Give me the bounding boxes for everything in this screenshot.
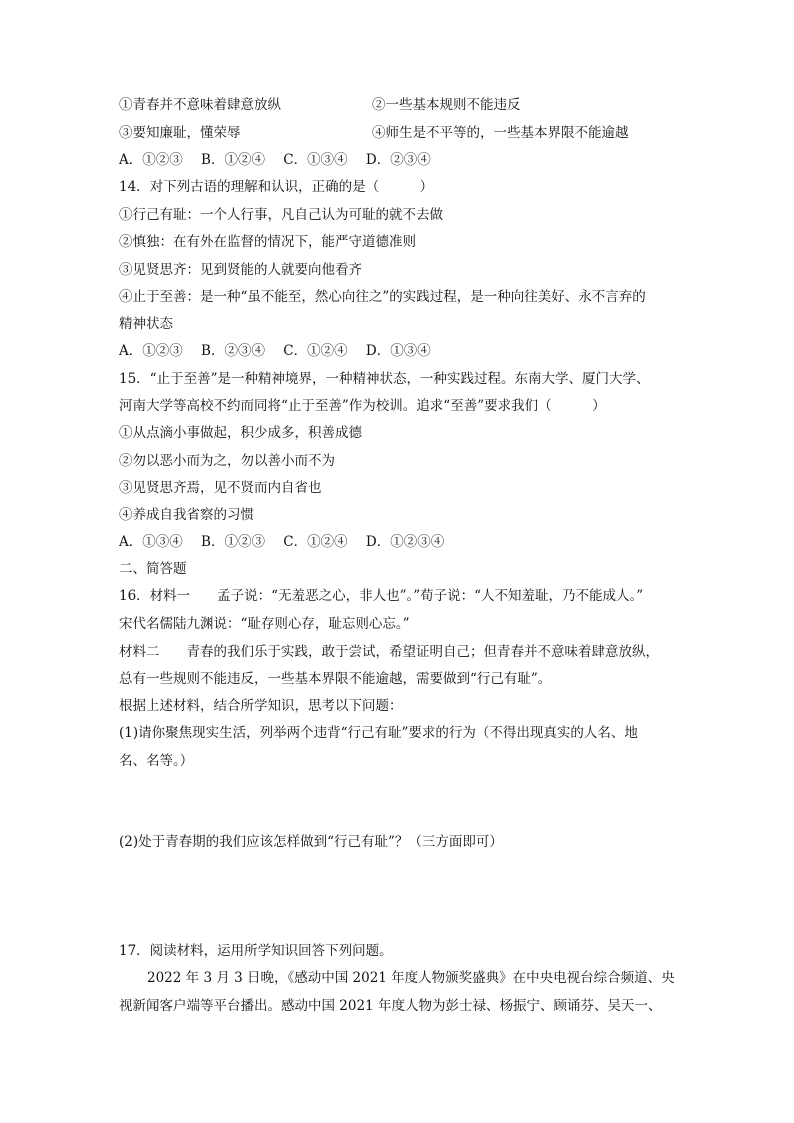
q15-statement-1: ①从点滴小事做起，积少成多，积善成德 [119, 425, 362, 441]
option-b: B．②③④ [201, 343, 265, 359]
q16-part-1: (1)请你聚焦现实生活，列举两个违背“行己有耻”要求的行为（不得出现真实的人名、地 [119, 725, 638, 741]
q16-prompt: 根据上述材料，结合所学知识，思考以下问题： [119, 698, 403, 714]
q14-stem: 14．对下列古语的理解和认识，正确的是（ ） [119, 179, 434, 195]
option-c: C．①③④ [283, 152, 348, 168]
option-c: C．①②④ [283, 343, 348, 359]
q14-statement-3: ③见贤思齐：见到贤能的人就要向他看齐 [119, 262, 362, 278]
q16-part-1-cont: 名、名等。） [119, 753, 194, 769]
option-d: D．①③④ [365, 343, 431, 359]
option-d: D．②③④ [365, 152, 431, 168]
q17-paragraph: 2022 年 3 月 3 日晚，《感动中国 2021 年度人物颁奖盛典》在中央电视台综合频道、央 [147, 970, 675, 986]
q16-material-1-cont: 宋代名儒陆九渊说：“耻存则心存，耻忘则心忘。” [119, 616, 410, 632]
q14-statement-2: ②慎独：在有外在监督的情况下，能严守道德准则 [119, 234, 416, 250]
q13-statement-1: ①青春并不意味着肆意放纵 [119, 97, 281, 113]
section-heading: 二、简答题 [119, 561, 187, 577]
q16-material-1: 16．材料一 孟子说：“无羞恶之心，非人也”。”荀子说：“人不知羞耻，乃不能成人。” [119, 588, 644, 604]
q17-paragraph-cont: 视新闻客户端等平台播出。感动中国 2021 年度人物为彭士禄、杨振宁、顾诵芬、吴天一、 [119, 998, 662, 1014]
option-d: D．①②③④ [365, 534, 445, 550]
q16-part-2: (2)处于青春期的我们应该怎样做到“行己有耻”？（三方面即可） [119, 834, 503, 850]
q15-options [119, 533, 458, 551]
q16-material-2: 材料二 青春的我们乐于实践，敢于尝试，希望证明自己；但青春并不意味着肆意放纵， [119, 644, 659, 660]
q13-statement-2: ②一些基本规则不能违反 [372, 97, 521, 113]
q13-statement-4: ④师生是不平等的，一些基本界限不能逾越 [372, 125, 629, 141]
q15-statement-4: ④养成自我省察的习惯 [119, 507, 254, 523]
q14-statement-4-cont: 精神状态 [119, 316, 173, 332]
q14-statement-4: ④止于至善：是一种“虽不能至，然心向往之”的实践过程，是一种向往美好、永不言弃的 [119, 289, 646, 305]
q14-options [119, 342, 445, 360]
option-a: A．①③④ [119, 534, 183, 550]
q13-statement-3: ③要知廉耻，懂荣辱 [119, 125, 241, 141]
option-a: A．①②③ [119, 152, 183, 168]
q15-stem: 15．“止于至善”是一种精神境界，一种精神状态，一种实践过程。东南大学、厦门大学、 [119, 371, 650, 387]
q16-material-2-cont: 总有一些规则不能违反，一些基本界限不能逾越，需要做到“行己有耻”。 [119, 671, 552, 687]
q13-options [119, 151, 445, 169]
option-b: B．①②④ [201, 152, 265, 168]
q14-statement-1: ①行己有耻：一个人行事，凡自己认为可耻的就不去做 [119, 207, 443, 223]
q17-stem: 17．阅读材料，运用所学知识回答下列问题。 [119, 943, 393, 959]
q15-statement-2: ②勿以恶小而为之，勿以善小而不为 [119, 453, 335, 469]
q15-stem-cont: 河南大学等高校不约而同将“止于至善”作为校训。追求“至善”要求我们（ ） [119, 398, 606, 414]
option-c: C．①②④ [283, 534, 348, 550]
option-b: B．①②③ [201, 534, 265, 550]
option-a: A．①②③ [119, 343, 183, 359]
q15-statement-3: ③见贤思齐焉，见不贤而内自省也 [119, 480, 322, 496]
